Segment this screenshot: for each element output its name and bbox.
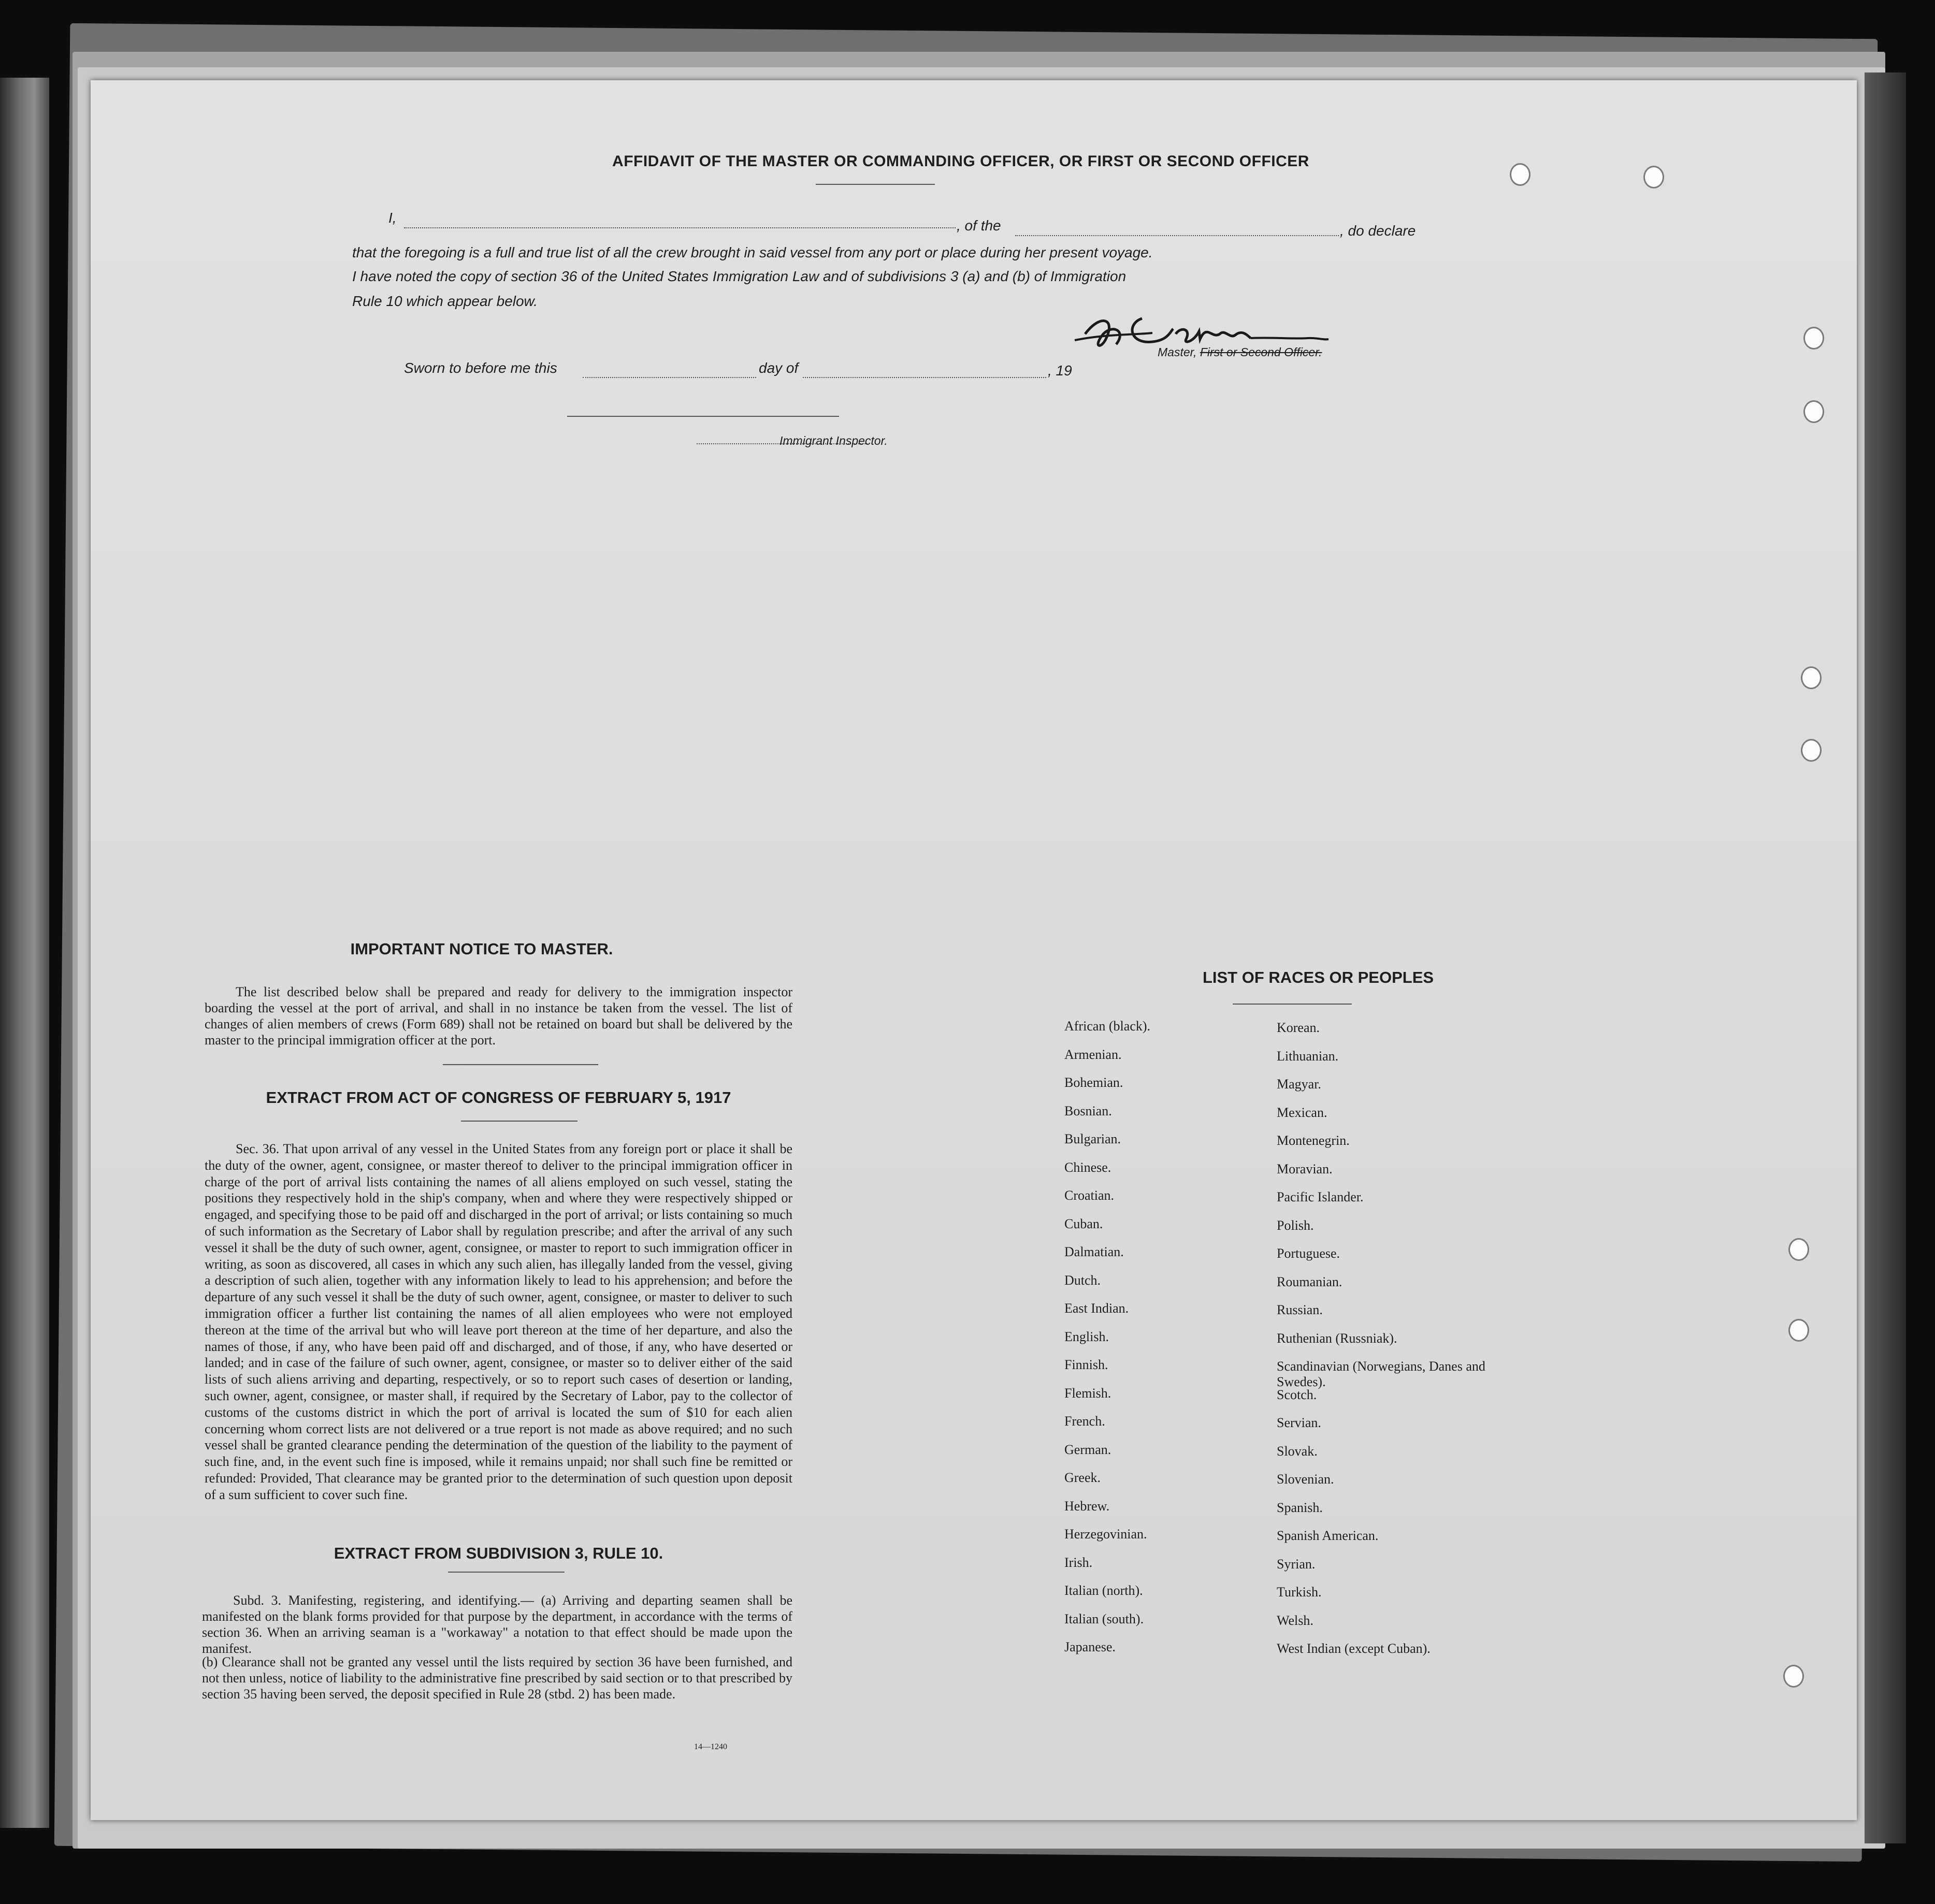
race-list-item: Russian.	[1277, 1302, 1323, 1317]
race-list-item: Montenegrin.	[1277, 1133, 1350, 1148]
race-list-item: Japanese.	[1064, 1639, 1116, 1654]
race-list-item: Spanish American.	[1277, 1528, 1379, 1543]
act-divider	[461, 1121, 577, 1122]
race-list-item: Slovenian.	[1277, 1472, 1334, 1487]
affidavit-do-declare-label: , do declare	[1340, 223, 1416, 239]
day-of-label: day of	[759, 360, 799, 376]
race-list-item: Croatian.	[1064, 1188, 1115, 1203]
races-divider	[1233, 1004, 1352, 1005]
race-list-item: Herzegovinian.	[1064, 1527, 1147, 1542]
race-list-item: Moravian.	[1277, 1161, 1333, 1176]
binder-hole-icon	[1788, 1319, 1809, 1342]
race-list-item: Dalmatian.	[1064, 1244, 1124, 1259]
race-list-item: Flemish.	[1064, 1385, 1111, 1401]
vessel-blank	[1015, 235, 1339, 236]
race-list-item: Bohemian.	[1064, 1075, 1123, 1090]
race-list-item: Bulgarian.	[1064, 1131, 1121, 1146]
race-list-item: Korean.	[1277, 1020, 1320, 1035]
race-list-item: Greek.	[1064, 1470, 1101, 1485]
sworn-day-blank	[583, 376, 756, 378]
race-list-item: Syrian.	[1277, 1556, 1316, 1572]
affidavit-statement-line-2: I have noted the copy of section 36 of the United States Immigration Law and of subdivisions 3 (a) and (b) of Immigration	[352, 268, 1127, 284]
race-list-item: Scandinavian (Norwegians, Danes and Swedes).	[1277, 1359, 1485, 1389]
race-list-item: Dutch.	[1064, 1272, 1101, 1288]
binder-hole-icon	[1801, 739, 1822, 762]
race-list-item: Magyar.	[1277, 1077, 1321, 1092]
rule-divider	[448, 1572, 565, 1573]
race-list-item: Turkish.	[1277, 1585, 1322, 1600]
title-divider	[816, 184, 935, 185]
races-heading: LIST OF RACES OR PEOPLES	[1202, 968, 1434, 986]
rule-subdivision-a: Subd. 3. Manifesting, registering, and identifying.— (a) Arriving and departing seamen shall be manifested on the blank forms provided for that purpose by the department, in accordance with the terms of section 36. When an arriving seaman is a "workaway" a notation to that effect should be made upon the manifest.	[202, 1593, 792, 1656]
race-list-item: Italian (north).	[1064, 1583, 1143, 1598]
race-list-item: Polish.	[1277, 1217, 1314, 1233]
signature-role-struck: First or Second Officer.	[1200, 345, 1322, 359]
rule-subdivision-b: (b) Clearance shall not be granted any vessel until the lists required by section 36 have been furnished, and not then unless, notice of liability to the administrative fine prescribed by said section or to that prescribed by section 35 having been served, the deposit specified in Rule 28 (stbd. 2) has been made.	[202, 1654, 792, 1702]
binder-hole-icon	[1510, 163, 1530, 186]
race-list-item: Mexican.	[1277, 1104, 1327, 1120]
race-list-item: Servian.	[1277, 1415, 1321, 1430]
act-extract-body: Sec. 36. That upon arrival of any vessel in the United States from any foreign port or place it shall be the duty of the owner, agent, consignee, or master thereof to deliver to the principal immigration officer in charge of the port of arrival lists containing the names of all aliens employed on such vessel, stating the positions they respectively hold in the ship's company, when and where they were respectively shipped or engaged, and specifying those to be paid off and discharged in the port of arrival; or lists containing so much of such information as the Secretary of Labor shall by regulation prescribe; and after the arrival of any such vessel it shall be the duty of such owner, agent, consignee, or master to report to such immigration officer in writing, as soon as discovered, all cases in which any such alien, has illegally landed from the vessel, giving a description of such alien, together with any information likely to lead to his apprehension; and before the departure of any such vessel it shall be the duty of such owner, agent, consignee, or master to deliver to such immigration officer a further list containing the names of all alien employees who were not employed thereon at the time of the arrival but who will leave port thereon at the time of her departure, and also the names of those, if any, who have been paid off and discharged, and of those, if any, who have deserted or landed; and in case of the failure of such owner, agent, consignee, or master so to deliver either of the said lists of such aliens arriving and departing, respectively, or so to report such cases of desertion or landing, such owner, agent, consignee, or master shall, if required by the Secretary of Labor, pay to the collector of customs of the customs district in which the port of arrival is located the sum of $10 for each alien concerning whom correct lists are not delivered or a true report is not made as above required; and no such vessel shall be granted clearance pending the determination of the question of the liability to the payment of such fine, and, in the event such fine is imposed, while it remains unpaid; nor shall such fine be remitted or refunded: Provided, That clearance may be granted prior to the determination of such question upon deposit of a sum sufficient to cover such fine.	[205, 1141, 792, 1502]
year-prefix: , 19	[1048, 362, 1072, 379]
race-list-item: Ruthenian (Russniak).	[1277, 1330, 1397, 1346]
affidavit-statement-line-1: that the foregoing is a full and true list of all the crew brought in said vessel from any port or place during her present voyage.	[352, 244, 1153, 260]
affidavit-statement-line-3: Rule 10 which appear below.	[352, 293, 538, 309]
binder-hole-icon	[1803, 400, 1824, 423]
race-list-item: Italian (south).	[1064, 1611, 1144, 1626]
race-list-item: Roumanian.	[1277, 1274, 1342, 1289]
race-list-item: Lithuanian.	[1277, 1048, 1339, 1064]
document-page	[91, 80, 1857, 1820]
act-extract-heading: EXTRACT FROM ACT OF CONGRESS OF FEBRUARY 5, 1917	[266, 1088, 731, 1107]
notice-divider	[443, 1064, 598, 1065]
affidavit-of-the-label: , of the	[957, 217, 1001, 234]
race-list-item: Spanish.	[1277, 1500, 1323, 1515]
inspector-signature-line	[567, 416, 839, 417]
race-list-item: Finnish.	[1064, 1357, 1108, 1372]
race-list-item: West Indian (except Cuban).	[1277, 1641, 1431, 1656]
race-list-item: Cuban.	[1064, 1216, 1103, 1231]
form-number: 14—1240	[694, 1742, 727, 1751]
name-blank	[404, 227, 956, 228]
inspector-label: Immigrant Inspector.	[779, 434, 888, 447]
race-list-item: Chinese.	[1064, 1159, 1111, 1175]
race-list-item: Bosnian.	[1064, 1103, 1112, 1118]
binder-hole-icon	[1783, 1665, 1804, 1688]
signature-caption	[1158, 345, 1322, 359]
race-list-item: Portuguese.	[1277, 1246, 1340, 1261]
page-stack-left-edge	[0, 78, 49, 1828]
sworn-label: Sworn to before me this	[404, 360, 557, 376]
race-list-item: Armenian.	[1064, 1047, 1122, 1062]
binder-hole-icon	[1643, 166, 1664, 188]
binder-hole-icon	[1803, 327, 1824, 350]
race-list-item: African (black).	[1064, 1019, 1151, 1034]
binder-hole-icon	[1788, 1238, 1809, 1261]
sworn-month-blank	[803, 376, 1046, 378]
race-list-item: Pacific Islander.	[1277, 1189, 1364, 1204]
affidavit-title: AFFIDAVIT OF THE MASTER OR COMMANDING OFFICER, OR FIRST OR SECOND OFFICER	[612, 153, 1309, 170]
race-list-item: East Indian.	[1064, 1301, 1129, 1316]
race-list-item: German.	[1064, 1442, 1111, 1457]
races-list-column-1	[1064, 1019, 1240, 1668]
races-list-column-2	[1277, 1020, 1525, 1669]
race-list-item: English.	[1064, 1329, 1109, 1344]
binder-hole-icon	[1801, 666, 1822, 689]
affidavit-i-label: I,	[388, 210, 397, 226]
rule-extract-heading: EXTRACT FROM SUBDIVISION 3, RULE 10.	[334, 1544, 663, 1562]
race-list-item: Slovak.	[1277, 1443, 1318, 1459]
signature-role: Master,	[1158, 345, 1197, 359]
race-list-item: Scotch.	[1277, 1387, 1317, 1402]
page-stack-right-edge	[1865, 72, 1906, 1843]
race-list-item: Irish.	[1064, 1554, 1093, 1570]
race-list-item: French.	[1064, 1414, 1105, 1429]
notice-body: The list described below shall be prepared and ready for delivery to the immigration inspector boarding the vessel at the port of arrival, and shall in no instance be taken from the vessel. The list of changes of alien members of crews (Form 689) shall not be retained on board but shall be delivered by the master to the principal immigration officer at the port.	[205, 984, 792, 1048]
race-list-item: Welsh.	[1277, 1612, 1313, 1628]
race-list-item: Hebrew.	[1064, 1498, 1110, 1514]
notice-heading: IMPORTANT NOTICE TO MASTER.	[350, 940, 613, 958]
